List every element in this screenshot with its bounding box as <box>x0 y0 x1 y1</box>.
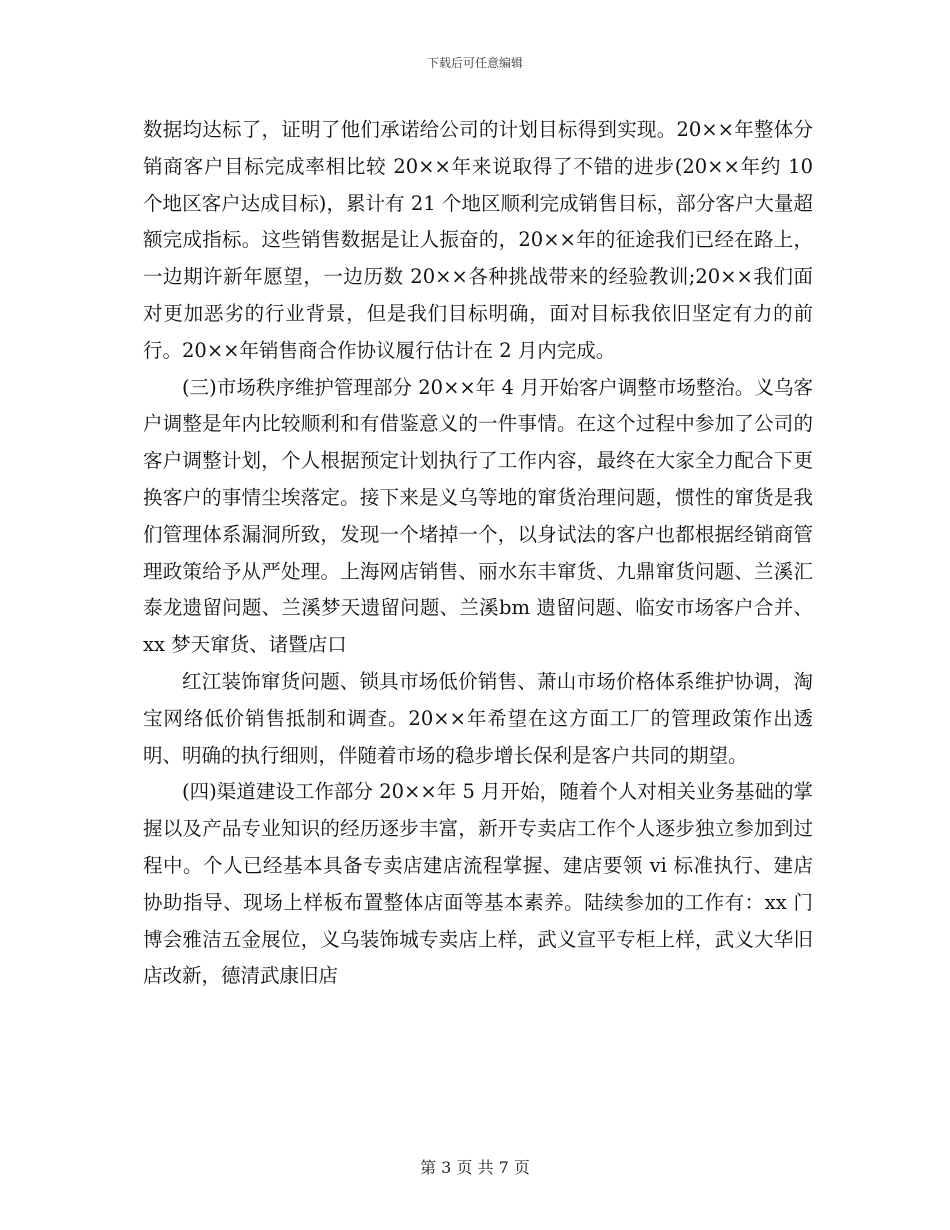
paragraph-channel-building: (四)渠道建设工作部分 20××年 5 月开始，随着个人对相关业务基础的掌握以及产品专业知识的经历逐步丰富，新开专卖店工作个人逐步独立参加到过程中。个人已经基本具备专卖店建店流程掌握、建店要领 vi 标准执行、建店协助指导、现场上样板布置整体店面等基本素养。陆续参加的工作有：xx 门博会雅洁五金展位，义乌装饰城专卖店上样，武义宣平专柜上样，武义大华旧店改新，德清武康旧店 <box>143 780 813 988</box>
page-header: 下载后可任意编辑 <box>426 56 523 70</box>
page-number: 第 3 页 共 7 页 <box>420 1158 530 1177</box>
document-body <box>143 112 813 995</box>
paragraph-sales-results: 数据均达标了，证明了他们承诺给公司的计划目标得到实现。20××年整体分销商客户目标完成率相比较 20××年来说取得了不错的进步(20××年约 10 个地区客户达成目标)，累计有 21 个地区顺利完成销售目标，部分客户大量超额完成指标。这些销售数据是让人振奋的，20××年的征途我们已经在路上，一边期许新年愿望，一边历数 20××各种挑战带来的经验教训;20××我们面对更加恶劣的行业背景，但是我们目标明确，面对目标我依旧坚定有力的前行。20××年销售商合作协议履行估计在 2 月内完成。 <box>143 118 813 362</box>
paragraph-market-order: (三)市场秩序维护管理部分 20××年 4 月开始客户调整市场整治。义乌客户调整是年内比较顺利和有借鉴意义的一件事情。在这个过程中参加了公司的客户调整计划，个人根据预定计划执行了工作内容，最终在大家全力配合下更换客户的事情尘埃落定。接下来是义乌等地的窜货治理问题，惯性的窜货是我们管理体系漏洞所致，发现一个堵掉一个，以身试法的客户也都根据经销商管理政策给予从严处理。上海网店销售、丽水东丰窜货、九鼎窜货问题、兰溪汇泰龙遗留问题、兰溪梦天遗留问题、兰溪bm 遗留问题、临安市场客户合并、xx 梦天窜货、诸暨店口 <box>143 375 813 657</box>
paragraph-price-control: 红江装饰窜货问题、锁具市场低价销售、萧山市场价格体系维护协调，淘宝网络低价销售抵制和调查。20××年希望在这方面工厂的管理政策作出透明、明确的执行细则，伴随着市场的稳步增长保利是客户共同的期望。 <box>143 669 813 767</box>
